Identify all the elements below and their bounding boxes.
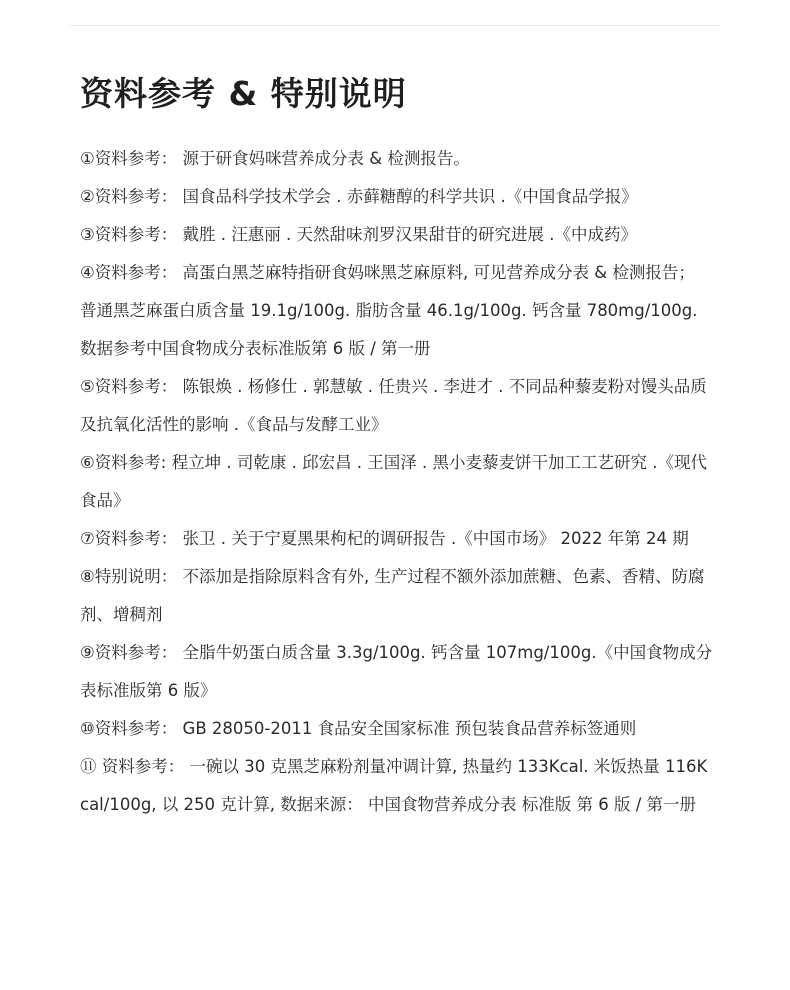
page-title: 资料参考 & 特别说明 (80, 74, 407, 113)
reference-item-2: ②资料参考： 国食品科学技术学会 . 赤藓糖醇的科学共识 .《中国食品学报》 (80, 187, 638, 206)
reference-item-7: ⑦资料参考： 张卫 . 关于宁夏黑果枸杞的调研报告 .《中国市场》 2022 年第 24 期 (80, 529, 689, 548)
reference-item-4: ④资料参考： 高蛋白黑芝麻特指研食妈咪黑芝麻原料, 可见营养成分表 & 检测报告； 普通黑芝麻蛋白质含量 19.1g/100g. 脂肪含量 46.1g/100g. 钙含量 780mg/100g. 数据参考中国食物成分表标准版第 6 版 / 第一册 (80, 263, 698, 358)
reference-item-11: ⑪ 资料参考： 一碗以 30 克黑芝麻粉剂量冲调计算, 热量约 133Kcal. 米饭热量 116Kcal/100g, 以 250 克计算, 数据来源： 中国食物营养成分表 标准版 第 6 版 / 第一册 (80, 757, 708, 814)
reference-item-9: ⑨资料参考： 全脂牛奶蛋白质含量 3.3g/100g. 钙含量 107mg/100g.《中国食物成分表标准版第 6 版》 (80, 643, 713, 700)
reference-list (80, 140, 716, 824)
special-note-item-8: ⑧特别说明： 不添加是指除原料含有外, 生产过程不额外添加蔗糖、色素、香精、防腐剂、增稠剂 (80, 567, 705, 624)
reference-item-10: ⑩资料参考： GB 28050-2011 食品安全国家标准 预包装食品营养标签通则 (80, 719, 637, 738)
top-divider (70, 25, 720, 26)
reference-item-6: ⑥资料参考: 程立坤 . 司乾康 . 邱宏昌 . 王国泽 . 黑小麦藜麦饼干加工工艺研究 .《现代食品》 (80, 453, 708, 510)
reference-item-1: ①资料参考： 源于研食妈咪营养成分表 & 检测报告。 (80, 149, 470, 168)
reference-item-3: ③资料参考： 戴胜 . 汪惠丽 . 天然甜味剂罗汉果甜苷的研究进展 .《中成药》 (80, 225, 637, 244)
reference-item-5: ⑤资料参考： 陈银焕 . 杨修仕 . 郭慧敏 . 任贵兴 . 李进才 . 不同品种藜麦粉对馒头品质及抗氧化活性的影响 .《食品与发酵工业》 (80, 377, 707, 434)
